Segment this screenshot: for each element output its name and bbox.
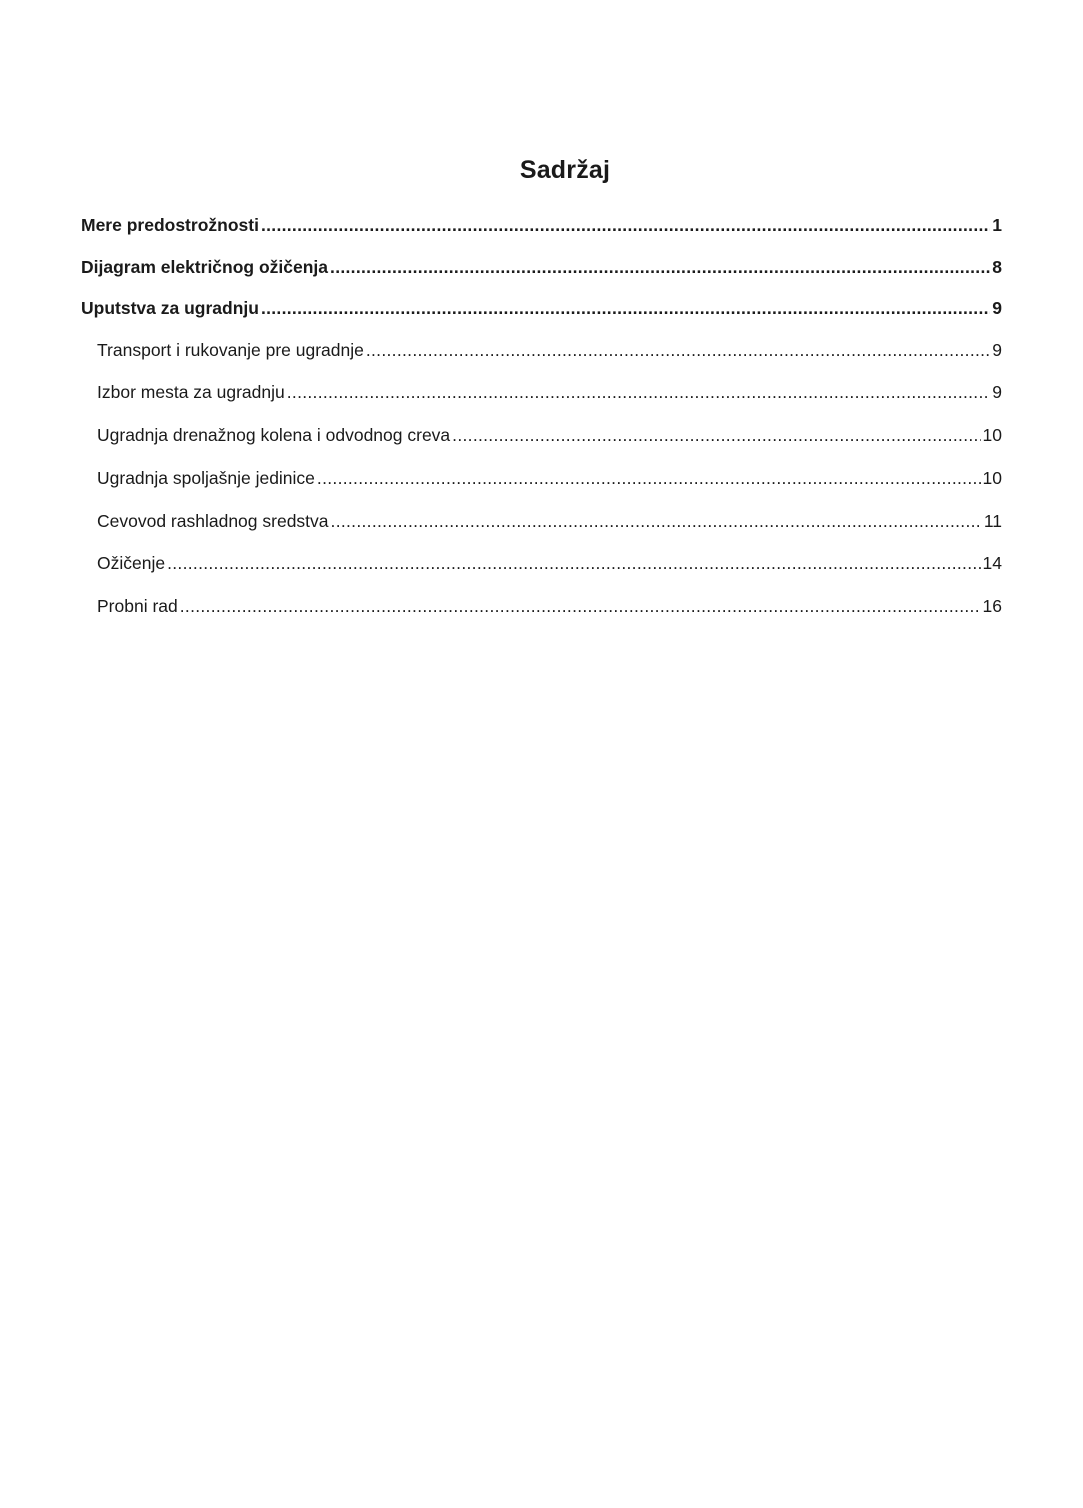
toc-entry-dijagram-elektricnog-ozicenja[interactable] <box>81 256 1002 298</box>
toc-entry-mere-predostroznosti[interactable] <box>81 214 1002 256</box>
toc-entry-ugradnja-drenaznog-kolena[interactable] <box>81 424 1002 467</box>
toc-page-number: 16 <box>982 596 1002 616</box>
toc-page-number: 9 <box>992 339 1002 360</box>
toc-entry-label: Ožičenje <box>97 553 166 574</box>
toc-page-number: 9 <box>992 298 1002 318</box>
dot-leader <box>366 339 990 361</box>
table-of-contents <box>81 214 1002 638</box>
toc-entry-probni-rad[interactable] <box>81 595 1002 638</box>
toc-page-number: 14 <box>982 553 1002 574</box>
page-title: Sadržaj <box>519 156 611 184</box>
dot-leader <box>287 381 990 403</box>
dot-leader <box>261 297 990 319</box>
toc-page-number: 10 <box>982 467 1002 488</box>
dot-leader <box>317 467 981 489</box>
dot-leader <box>330 256 990 278</box>
dot-leader <box>331 510 982 532</box>
toc-page-number: 9 <box>992 382 1002 403</box>
toc-page-number: 8 <box>992 256 1002 277</box>
toc-entry-label: Uputstva za ugradnju <box>81 298 259 318</box>
toc-page-number: 10 <box>982 425 1002 445</box>
toc-entry-ugradnja-spoljasnje-jedinice[interactable] <box>81 467 1002 510</box>
toc-page-number: 11 <box>983 510 1002 531</box>
toc-entry-label: Cevovod rashladnog sredstva <box>97 510 329 531</box>
toc-entry-label: Probni rad <box>97 596 178 616</box>
toc-entry-label: Dijagram električnog ožičenja <box>81 256 329 277</box>
toc-entry-label: Izbor mesta za ugradnju <box>97 382 285 403</box>
toc-entry-uputstva-za-ugradnju[interactable] <box>81 297 1002 339</box>
toc-entry-ozicenje[interactable] <box>81 552 1002 595</box>
dot-leader <box>180 595 981 617</box>
toc-entry-cevovod-rashladnog-sredstva[interactable] <box>81 510 1002 553</box>
dot-leader <box>261 214 990 236</box>
dot-leader <box>167 552 980 574</box>
toc-entry-izbor-mesta[interactable] <box>81 381 1002 424</box>
toc-entry-label: Transport i rukovanje pre ugradnje <box>97 339 364 360</box>
toc-page-number: 1 <box>992 215 1002 235</box>
toc-entry-label: Mere predostrožnosti <box>81 215 259 235</box>
toc-entry-label: Ugradnja drenažnog kolena i odvodnog creva <box>97 425 451 445</box>
toc-entry-transport-i-rukovanje[interactable] <box>81 339 1002 382</box>
toc-entry-label: Ugradnja spoljašnje jedinice <box>97 467 315 488</box>
dot-leader <box>452 424 980 446</box>
